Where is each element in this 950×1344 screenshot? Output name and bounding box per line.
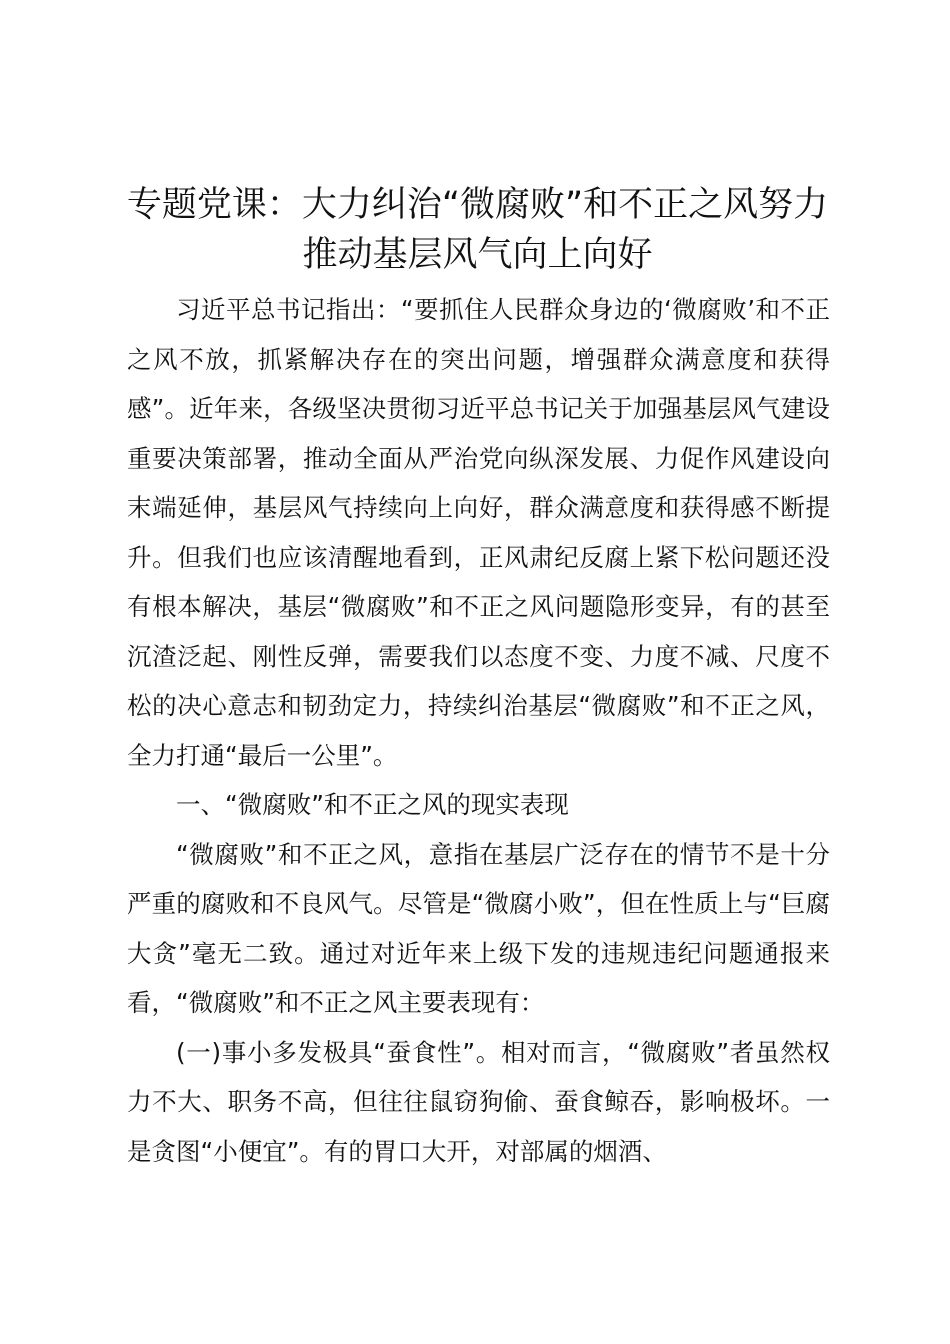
document-body [127,285,830,1176]
paragraph-intro: 习近平总书记指出：“要抓住人民群众身边的‘微腐败’和不正之风不放，抓紧解决存在的突出问题，增强群众满意度和获得感”。近年来，各级坚决贯彻习近平总书记关于加强基层风气建设重要决策部署，推动全面从严治党向纵深发展、力促作风建设向末端延伸，基层风气持续向上向好，群众满意度和获得感不断提升。但我们也应该清醒地看到，正风肃纪反腐上紧下松问题还没有根本解决，基层“微腐败”和不正之风问题隐形变异，有的甚至沉渣泛起、刚性反弹，需要我们以态度不变、力度不减、尺度不松的决心意志和韧劲定力，持续纠治基层“微腐败”和不正之风，全力打通“最后一公里”。 [127,295,830,770]
paragraph-subsection-1: (一)事小多发极具“蚕食性”。相对而言，“微腐败”者虽然权力不大、职务不高，但往往鼠窃狗偷、蚕食鲸吞，影响极坏。一是贪图“小便宜”。有的胃口大开，对部属的烟酒、 [127,1037,830,1166]
document-title: 专题党课：大力纠治“微腐败”和不正之风努力推动基层风气向上向好 [126,185,829,275]
section-heading-1: 一、“微腐败”和不正之风的现实表现 [176,790,569,819]
paragraph-definition: “微腐败”和不正之风，意指在基层广泛存在的情节不是十分严重的腐败和不良风气。尽管是“微腐小败”，但在性质上与“巨腐大贪”毫无二致。通过对近年来上级下发的违规违纪问题通报来看，“微腐败”和不正之风主要表现有： [127,839,830,1017]
